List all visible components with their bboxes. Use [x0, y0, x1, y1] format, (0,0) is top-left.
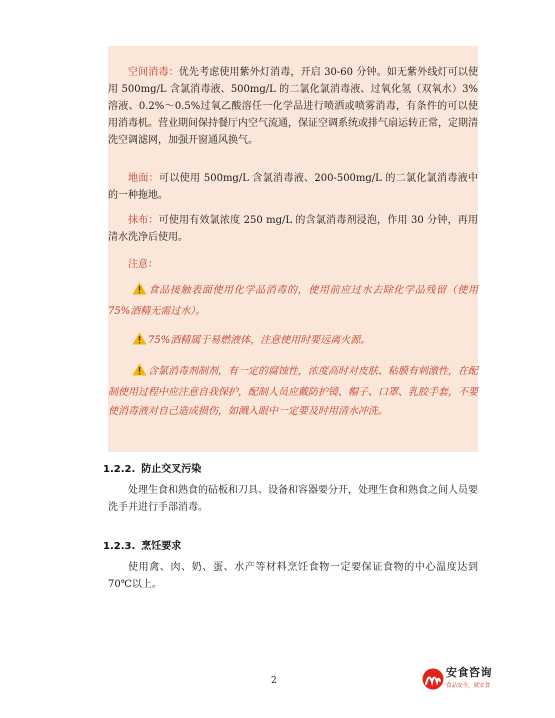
- floor-disinfection-text: 可以使用 500mg/L 含氯消毒液、200-500mg/L 的二氯化氯消毒液中的一种拖地。: [108, 173, 479, 201]
- cloth-disinfection-label: 抹布：: [128, 215, 159, 226]
- floor-disinfection-paragraph: [108, 170, 478, 204]
- space-disinfection-text: 优先考虑使用紫外灯消毒，开启 30-60 分钟。如无紫外线灯可以使用 500mg/L 含氯消毒液、500mg/L 的二氯化氯消毒液、过氧化氢（双氧水）3%溶液、0.2%～0.5%过氧乙酸溶任一化学品进行喷洒或喷雾消毒，有条件的可以使用消毒机。营业期间保持餐厅内空气流通，保证空调系统或排气扇运转正常，定期清洗空调滤网，加强开窗通风换气。: [108, 67, 479, 146]
- cross-contamination-paragraph: [108, 482, 478, 516]
- warning-text: 食品接触表面使用化学品消毒的，使用前应过水去除化学品残留（使用 75%酒精无需过水）。: [108, 285, 478, 317]
- note-label: 注意：: [128, 259, 158, 270]
- section-heading-cooking: [103, 537, 181, 552]
- warning-icon: [132, 363, 147, 383]
- cooking-requirements-paragraph: [108, 559, 478, 593]
- warning-item: [108, 362, 478, 421]
- section-number: 1.2.2.: [103, 464, 136, 475]
- logo-wordmark: [446, 664, 492, 689]
- logo-slogan: 食品安全，就安食: [446, 683, 491, 689]
- warning-icon: [132, 332, 147, 352]
- cooking-requirements-text: 使用禽、肉、奶、蛋、水产等材料烹饪食物一定要保证食物的中心温度达到 70℃以上。: [108, 562, 478, 590]
- warning-text: 75%酒精属于易燃液体，注意使用时要远离火源。: [148, 335, 371, 346]
- warning-item: [108, 281, 478, 321]
- note-heading: [108, 256, 478, 273]
- cloth-disinfection-paragraph: [108, 212, 478, 246]
- floor-disinfection-label: 地面：: [128, 173, 160, 184]
- section-heading-cross-contamination: [103, 460, 201, 475]
- section-title: 烹饪要求: [141, 541, 182, 552]
- page-number: 2: [271, 676, 277, 686]
- space-disinfection-label: 空间消毒：: [128, 67, 179, 78]
- logo-name: 安食咨询: [446, 666, 492, 679]
- section-title: 防止交叉污染: [141, 464, 202, 475]
- warning-text: 含氯消毒剂制剂，有一定的腐蚀性，浓度高时对皮肤、粘膜有刺激性，在配制使用过程中应注意自我保护，配制人员应戴防护镜、帽子、口罩、乳胶手套，不要使消毒液对自己造成损伤，如溅入眼中一定要及时用清水冲洗。: [108, 366, 478, 417]
- warning-icon: [132, 282, 147, 302]
- cross-contamination-text: 处理生食和熟食的砧板和刀具、设备和容器要分开，处理生食和熟食之间人员要洗手并进行手部消毒。: [108, 485, 478, 513]
- cloth-disinfection-text: 可使用有效氯浓度 250 mg/L 的含氯消毒剂浸泡，作用 30 分钟，再用清水洗净后使用。: [108, 215, 478, 243]
- section-number: 1.2.3.: [103, 541, 136, 552]
- warning-item: [108, 331, 478, 352]
- space-disinfection-paragraph: [108, 64, 478, 149]
